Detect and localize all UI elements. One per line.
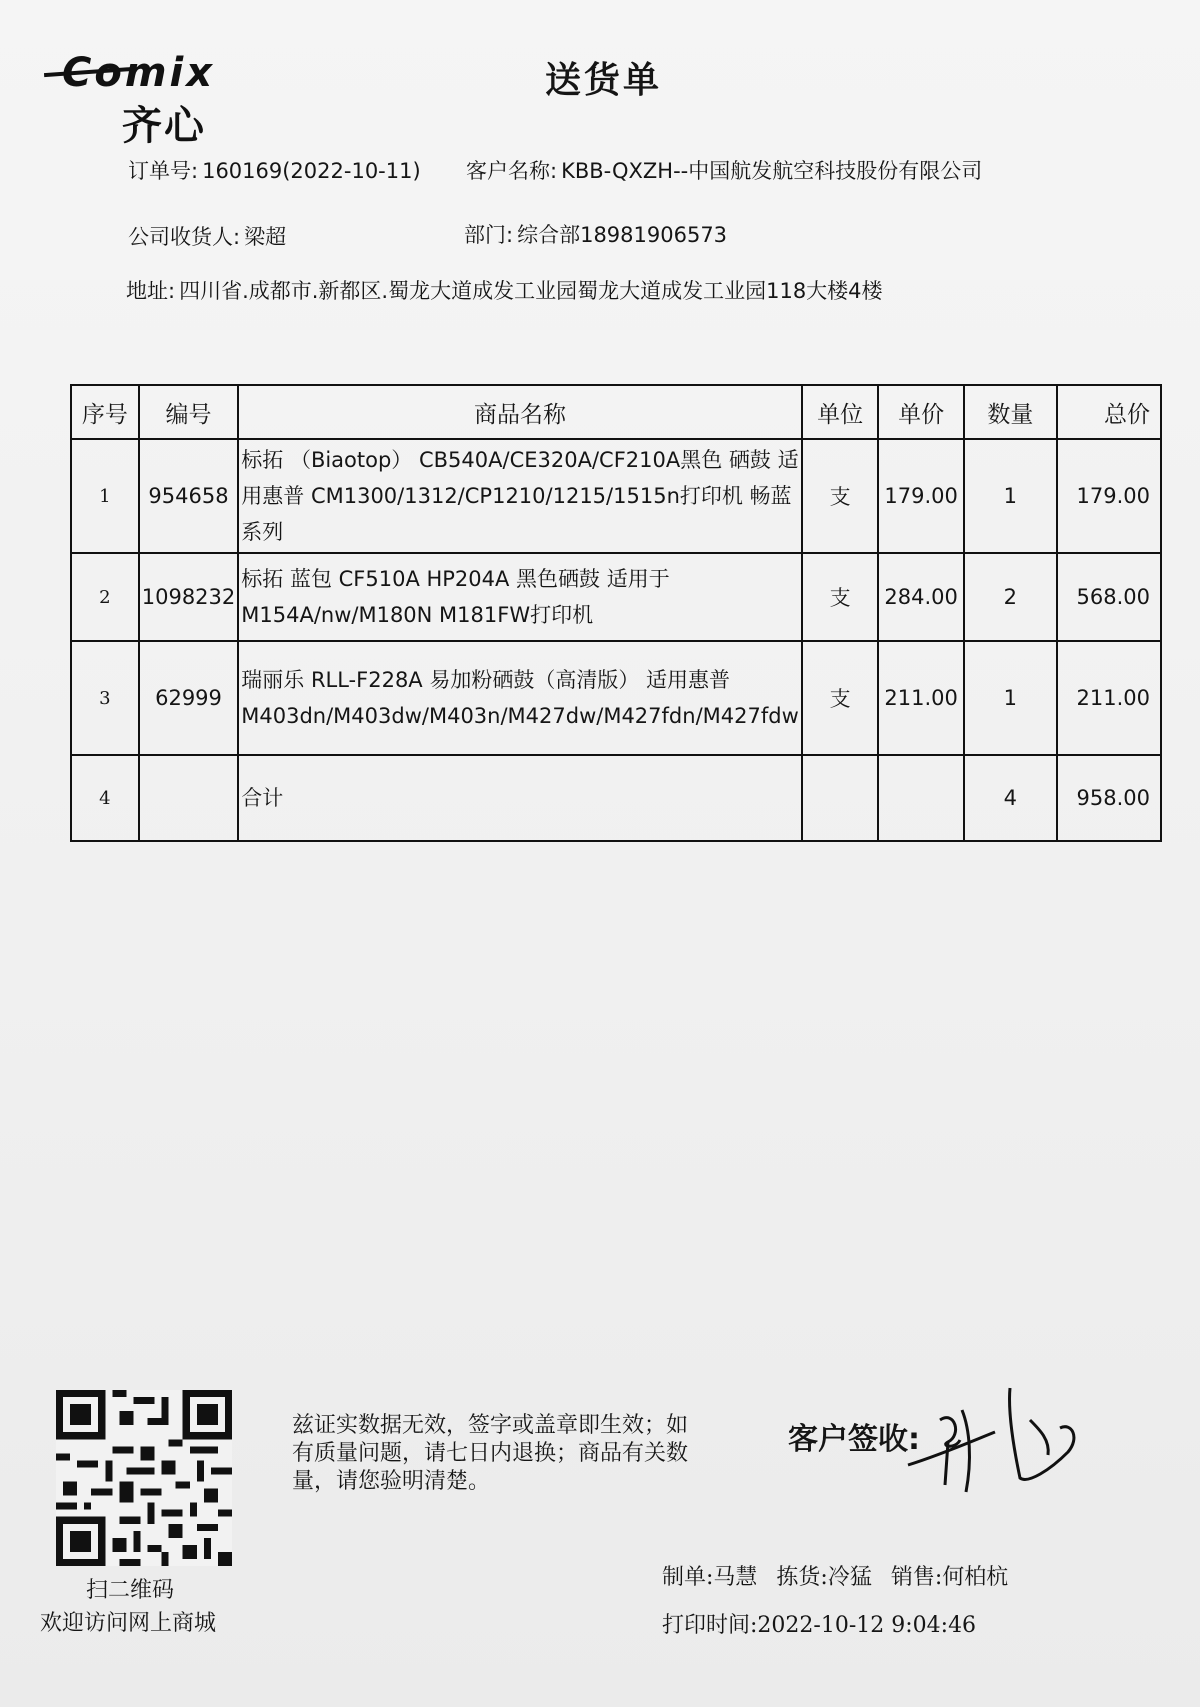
table-row (71, 553, 1161, 641)
header-qty: 数量 (964, 385, 1057, 439)
notice-text: 兹证实数据无效，签字或盖章即生效；如有质量问题，请七日内退换；商品有关数量，请您验明清楚。 (292, 1413, 689, 1494)
table-header-row (71, 385, 1161, 439)
table-row (71, 439, 1161, 553)
row-product-name: 合计 (238, 755, 801, 841)
department-value: 综合部18981906573 (517, 223, 728, 247)
address-label: 地址: (126, 279, 176, 303)
row-code: 954658 (139, 439, 239, 553)
table-total-row (71, 755, 1161, 841)
row-qty: 1 (964, 641, 1057, 755)
row-unit: 支 (802, 641, 879, 755)
row-code (139, 755, 239, 841)
header-unit: 单位 (802, 385, 879, 439)
row-index: 1 (71, 439, 139, 553)
row-code: 1098232 (139, 553, 239, 641)
print-time: 打印时间:2022-10-12 9:04:46 (662, 1613, 977, 1638)
header-total: 总价 (1057, 385, 1161, 439)
staff-info (662, 1560, 1020, 1591)
qr-subcaption: 欢迎访问网上商城 (40, 1611, 217, 1636)
row-code: 62999 (139, 641, 239, 755)
order-value: 160169(2022-10-11) (202, 159, 421, 183)
maker: 制单:马慧 (662, 1565, 758, 1590)
customer-name (466, 155, 982, 185)
logo-en: Comix (62, 50, 216, 96)
table-row (71, 641, 1161, 755)
department (464, 219, 727, 249)
receiver-label: 公司收货人: (128, 225, 241, 249)
row-price: 179.00 (878, 439, 963, 553)
header-index: 序号 (71, 385, 139, 439)
qr-code[interactable] (56, 1390, 232, 1566)
department-label: 部门: (464, 223, 514, 247)
sales: 销售:何柏杭 (890, 1565, 1009, 1590)
row-total: 568.00 (1057, 553, 1161, 641)
receiver-value: 梁超 (244, 225, 287, 249)
qr-code-image (56, 1390, 232, 1566)
page-title: 送货单 (545, 60, 663, 101)
row-total: 211.00 (1057, 641, 1161, 755)
row-unit (802, 755, 879, 841)
row-index: 4 (71, 755, 139, 841)
row-total: 179.00 (1057, 439, 1161, 553)
row-qty: 2 (964, 553, 1057, 641)
header-code: 编号 (139, 385, 239, 439)
receiver (128, 221, 286, 251)
row-product-name: 瑞丽乐 RLL-F228A 易加粉硒鼓（高清版） 适用惠普M403dn/M403dw/M403n/M427dw/M427fdn/M427fdw (238, 641, 801, 755)
picker: 拣货:冷猛 (776, 1565, 872, 1590)
handwritten-signature (900, 1380, 1100, 1510)
row-index: 2 (71, 553, 139, 641)
row-unit: 支 (802, 553, 879, 641)
customer-label: 客户名称: (466, 159, 558, 183)
customer-sign-label: 客户签收: (788, 1422, 920, 1457)
qr-caption: 扫二维码 (86, 1578, 175, 1603)
header-name: 商品名称 (238, 385, 801, 439)
address-value: 四川省.成都市.新都区.蜀龙大道成发工业园蜀龙大道成发工业园118大楼4楼 (179, 279, 883, 303)
row-price (878, 755, 963, 841)
row-qty: 1 (964, 439, 1057, 553)
row-unit: 支 (802, 439, 879, 553)
order-number (128, 155, 421, 185)
row-price: 211.00 (878, 641, 963, 755)
row-qty: 4 (964, 755, 1057, 841)
order-label: 订单号: (128, 159, 199, 183)
row-index: 3 (71, 641, 139, 755)
row-total: 958.00 (1057, 755, 1161, 841)
row-product-name: 标拓 蓝包 CF510A HP204A 黑色硒鼓 适用于M154A/nw/M180N M181FW打印机 (238, 553, 801, 641)
logo-cn: 齐心 (122, 103, 206, 149)
row-price: 284.00 (878, 553, 963, 641)
items-table (70, 384, 1162, 842)
header-price: 单价 (878, 385, 963, 439)
customer-value: KBB-QXZH--中国航发航空科技股份有限公司 (561, 159, 983, 183)
company-logo (44, 50, 304, 149)
address (126, 275, 883, 305)
row-product-name: 标拓 （Biaotop） CB540A/CE320A/CF210A黑色 硒鼓 适用惠普 CM1300/1312/CP1210/1215/1515n打印机 畅蓝系列 (238, 439, 801, 553)
